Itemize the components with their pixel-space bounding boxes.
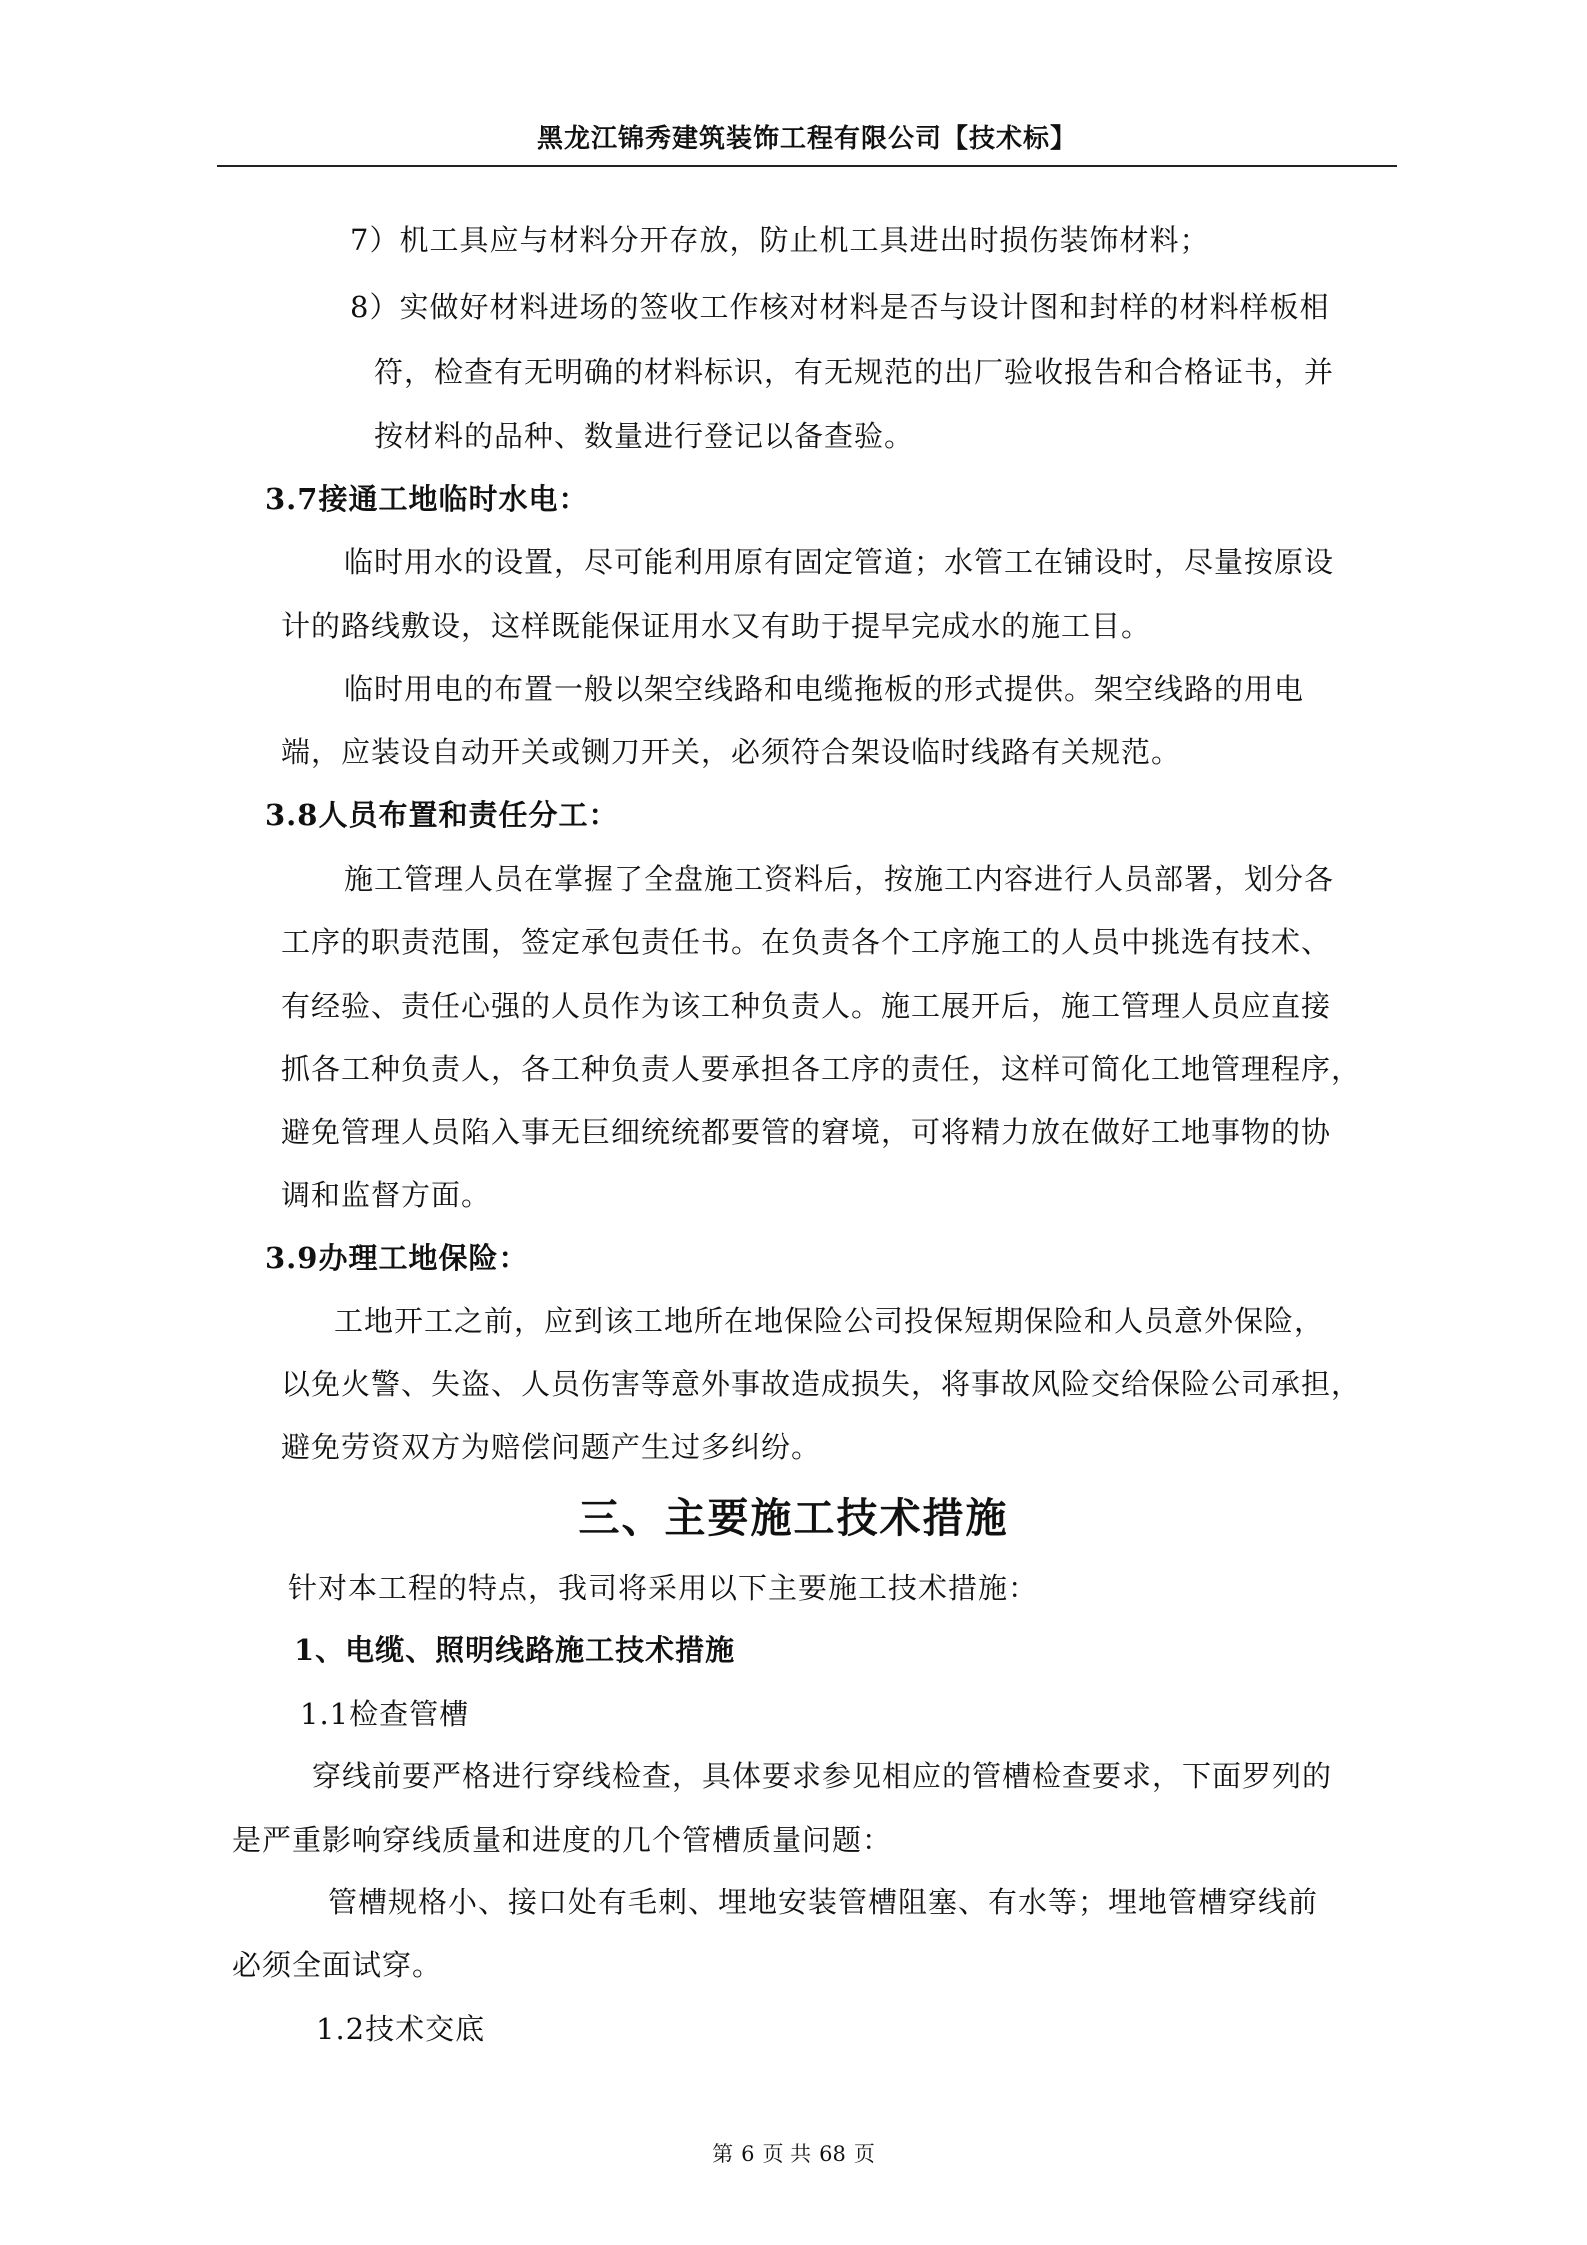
part3-line-4: 必须全面试穿。 (232, 1948, 443, 1982)
heading-3-8: 3.8人员布置和责任分工： (265, 798, 619, 832)
s37-line-3: 临时用电的布置一般以架空线路和电缆拖板的形式提供。架空线路的用电 (344, 672, 1305, 706)
s38-line-2: 工序的职责范围，签定承包责任书。在负责各个工序施工的人员中挑选有技术、 (281, 925, 1332, 959)
list-item-8-line-2: 符，检查有无明确的材料标识，有无规范的出厂验收报告和合格证书，并 (374, 355, 1335, 389)
s38-line-1: 施工管理人员在掌握了全盘施工资料后，按施工内容进行人员部署，划分各 (344, 862, 1335, 896)
footer-mid: 页 共 (762, 2142, 812, 2166)
running-header: 黑龙江锦秀建筑装饰工程有限公司【技术标】 (536, 124, 1077, 154)
s38-line-5: 避免管理人员陷入事无巨细统统都要管的窘境，可将精力放在做好工地事物的协 (281, 1115, 1332, 1149)
page-footer (0, 2138, 1587, 2168)
s38-line-3: 有经验、责任心强的人员作为该工种负责人。施工展开后，施工管理人员应直接 (281, 989, 1332, 1023)
list-item-8-line-3: 按材料的品种、数量进行登记以备查验。 (374, 419, 915, 453)
part3-line-1: 穿线前要严格进行穿线检查，具体要求参见相应的管槽检查要求，下面罗列的 (312, 1759, 1333, 1793)
s37-line-4: 端，应装设自动开关或铡刀开关，必须符合架设临时线路有关规范。 (281, 735, 1182, 769)
list-item-8-line-1: 8）实做好材料进场的签收工作核对材料是否与设计图和封样的材料样板相 (350, 290, 1330, 324)
page-number: 6 (741, 2142, 755, 2166)
s38-line-4: 抓各工种负责人，各工种负责人要承担各工序的责任，这样可简化工地管理程序， (281, 1052, 1362, 1086)
heading-3-9: 3.9办理工地保险： (265, 1241, 529, 1275)
s39-line-1: 工地开工之前，应到该工地所在地保险公司投保短期保险和人员意外保险， (334, 1304, 1325, 1338)
part3-line-3: 管槽规格小、接口处有毛刺、埋地安装管槽阻塞、有水等；埋地管槽穿线前 (328, 1885, 1319, 1919)
subheading-1: 1、电缆、照明线路施工技术措施 (294, 1633, 736, 1667)
list-item-7: 7）机工具应与材料分开存放，防止机工具进出时损伤装饰材料； (350, 223, 1210, 257)
heading-3-7: 3.7接通工地临时水电： (265, 482, 589, 516)
page-total: 68 (819, 2142, 846, 2166)
subheading-1-2: 1.2技术交底 (316, 2012, 486, 2046)
header-rule (217, 165, 1397, 167)
section-title-3: 三、主要施工技术措施 (578, 1494, 1009, 1542)
s37-line-1: 临时用水的设置，尽可能利用原有固定管道；水管工在铺设时，尽量按原设 (344, 545, 1335, 579)
s39-line-3: 避免劳资双方为赔偿问题产生过多纠纷。 (281, 1430, 822, 1464)
part3-line-2: 是严重影响穿线质量和进度的几个管槽质量问题： (232, 1823, 893, 1857)
footer-prefix: 第 (712, 2142, 734, 2166)
subheading-1-1: 1.1检查管槽 (300, 1697, 470, 1731)
s37-line-2: 计的路线敷设，这样既能保证用水又有助于提早完成水的施工目。 (281, 609, 1152, 643)
footer-suffix: 页 (853, 2142, 875, 2166)
part3-intro: 针对本工程的特点，我司将采用以下主要施工技术措施： (288, 1571, 1039, 1605)
s38-line-6: 调和监督方面。 (281, 1178, 492, 1212)
s39-line-2: 以免火警、失盗、人员伤害等意外事故造成损失，将事故风险交给保险公司承担， (281, 1367, 1362, 1401)
